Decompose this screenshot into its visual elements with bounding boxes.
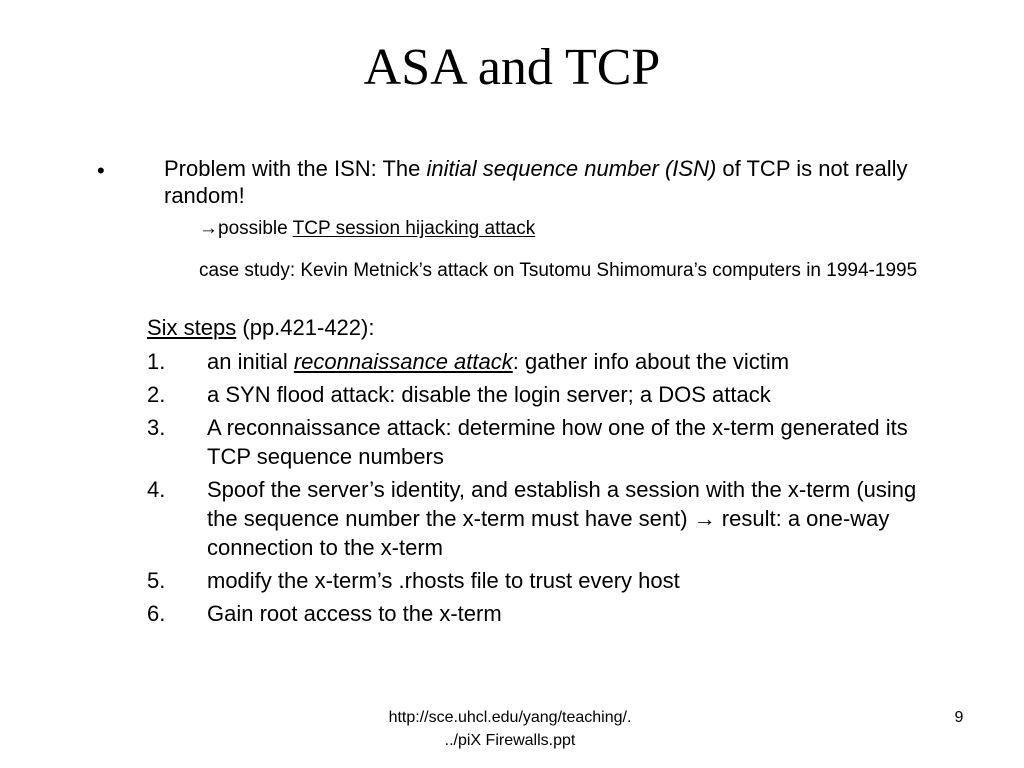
bullet-marker: • xyxy=(97,158,105,183)
step-item-4 xyxy=(147,475,947,562)
step-text: Gain root access to the x-term xyxy=(207,601,502,626)
step-item-2 xyxy=(147,380,947,409)
steps-heading-pages: (pp.421-422): xyxy=(236,315,375,340)
step-number: 3. xyxy=(147,415,166,440)
step-item-3 xyxy=(147,413,947,471)
sub-bullet-hijacking xyxy=(199,218,535,240)
steps-heading-underlined: Six steps xyxy=(147,315,237,340)
footer-source-url xyxy=(330,706,690,752)
step-text-italic: reconnaissance attack xyxy=(293,349,513,374)
footer-url-line-1: http://sce.uhcl.edu/yang/teaching/. xyxy=(388,709,632,726)
footer-url-line-2: ../piX Firewalls.ppt xyxy=(444,732,576,749)
step-text-part-1: Spoof the server’s identity, and establish a session with the x-term (using the sequence number the x-term must have sent) xyxy=(207,477,917,531)
step-text-part-2: result: a one-way connection to the x-term xyxy=(207,506,890,560)
step-item-5 xyxy=(147,566,947,595)
bullet-text-part-1: Problem with the ISN: The xyxy=(164,156,427,181)
step-text: modify the x-term’s .rhosts file to trust every host xyxy=(207,568,680,593)
step-text-part-2: : gather info about the victim xyxy=(512,349,790,374)
sub-bullet-hijacking-prefix: possible xyxy=(218,218,293,239)
step-item-1 xyxy=(147,347,947,376)
right-arrow-icon: → xyxy=(693,506,716,531)
step-item-6 xyxy=(147,599,947,628)
steps-heading xyxy=(147,314,374,341)
step-number: 6. xyxy=(147,601,166,626)
step-number: 1. xyxy=(147,349,166,374)
steps-list xyxy=(147,347,947,632)
step-text-part-1: an initial xyxy=(207,349,294,374)
bullet-text-part-2: of TCP is not really random! xyxy=(164,156,908,208)
slide-title: ASA and TCP xyxy=(363,39,661,96)
step-number: 5. xyxy=(147,568,166,593)
step-text: a SYN flood attack: disable the login server; a DOS attack xyxy=(207,382,771,407)
bullet-problem-text xyxy=(164,155,944,209)
step-number: 4. xyxy=(147,477,166,502)
step-number: 2. xyxy=(147,382,166,407)
sub-bullet-case-study: case study: Kevin Metnick’s attack on Tsutomu Shimomura’s computers in 1994-1995 xyxy=(199,260,918,281)
step-text: A reconnaissance attack: determine how one of the x-term generated its TCP sequence numbers xyxy=(207,415,908,469)
page-number: 9 xyxy=(954,709,964,726)
bullet-text-isn-italic: initial sequence number (ISN) xyxy=(426,156,717,181)
right-arrow-icon: → xyxy=(199,218,218,239)
sub-bullet-hijacking-underlined: TCP session hijacking attack xyxy=(292,218,536,239)
